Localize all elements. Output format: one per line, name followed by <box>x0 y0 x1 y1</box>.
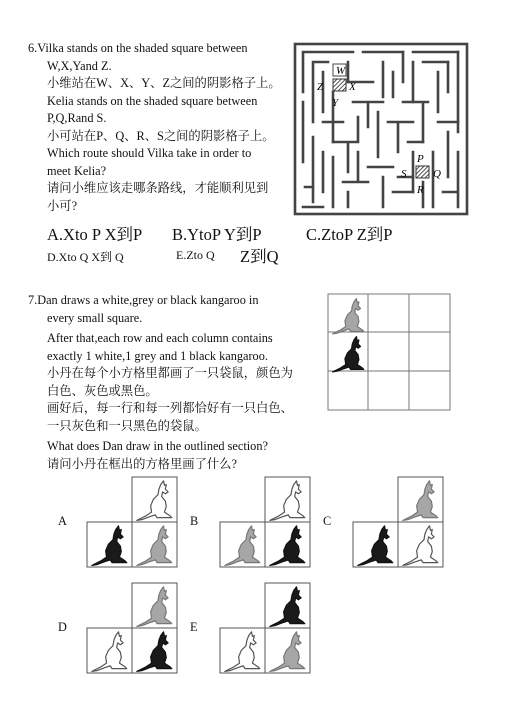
q7-option-d-figure <box>86 582 180 676</box>
q6-line: P,Q,Rand S. <box>47 111 107 125</box>
q6-line: 请问小维应该走哪条路线，才能顺利见到 <box>47 181 269 195</box>
q7-line: 画好后，每一行和每一列都恰好有一只白色、 <box>47 401 293 415</box>
q7-line: 一只灰色和一只黑色的袋鼠。 <box>47 418 207 433</box>
maze-label-r: R <box>417 184 424 196</box>
kangaroo-grid <box>327 293 451 411</box>
q7-option-letter-c: C <box>323 514 332 528</box>
q7-option-letter-e: E <box>190 620 198 634</box>
q6-option-c: C.ZtoP Z到P <box>306 225 393 244</box>
q7-option-c-figure <box>352 476 446 570</box>
maze-label-y: Y <box>332 97 339 109</box>
q6-line: 小可? <box>47 198 78 213</box>
q7-option-letter-d: D <box>58 620 67 634</box>
q6-line: 小可站在P、Q、R、S之间的阴影格子上。 <box>47 128 275 143</box>
q6-line: Kelia stands on the shaded square between <box>47 93 258 108</box>
q6-option-e: E.Zto Q <box>176 248 215 262</box>
black-kangaroo-icon <box>333 337 364 372</box>
q7-line: What does Dan draw in the outlined section? <box>47 439 268 453</box>
q7-option-letter-b: B <box>190 514 199 528</box>
q6-line: 小维站在W、X、Y、Z之间的阴影格子上。 <box>47 76 281 90</box>
maze-shaded-square-top <box>333 79 346 91</box>
maze-label-x: X <box>349 81 356 93</box>
q6-option-b: B.YtoP Y到P <box>172 225 262 244</box>
q6-line: 6.Vilka stands on the shaded square between <box>28 41 248 55</box>
q6-option-e-tail: Z到Q <box>240 247 279 266</box>
maze-label-z: Z <box>317 81 324 93</box>
maze-label-p: P <box>417 153 424 165</box>
q7-line: 白色、灰色或黑色。 <box>47 383 158 398</box>
maze-label-w: W <box>336 65 346 77</box>
grey-kangaroo-icon <box>333 299 364 334</box>
q7-option-b-figure <box>219 476 313 570</box>
q7-option-a-figure <box>86 476 180 570</box>
q6-option-a: A.Xto P X到P <box>47 225 143 244</box>
q6-option-d: D.Xto Q X到 Q <box>47 250 124 264</box>
q6-line: meet Kelia? <box>47 163 107 178</box>
maze-shaded-square-bottom <box>416 166 429 178</box>
maze-label-q: Q <box>433 168 441 180</box>
q7-line: exactly 1 white,1 grey and 1 black kangaroo. <box>47 348 268 363</box>
q7-option-e-figure <box>219 582 313 676</box>
q7-line: 请问小丹在框出的方格里画了什么? <box>47 456 237 471</box>
q7-line: 小丹在每个小方格里都画了一只袋鼠，颜色为 <box>47 366 293 380</box>
q7-line: every small square. <box>47 310 143 325</box>
maze-figure <box>293 42 469 216</box>
q6-line: W,X,Yand Z. <box>47 58 112 73</box>
question-7-text <box>28 292 313 473</box>
q7-option-letter-a: A <box>58 514 67 528</box>
maze-walls <box>295 44 467 214</box>
q6-line: Which route should Vilka take in order to <box>47 146 252 160</box>
q7-line: 7.Dan draws a white,grey or black kangaroo in <box>28 293 259 307</box>
question-6-text <box>28 40 286 215</box>
maze-label-s: S <box>401 168 407 180</box>
q7-line: After that,each row and each column contains <box>47 331 273 345</box>
